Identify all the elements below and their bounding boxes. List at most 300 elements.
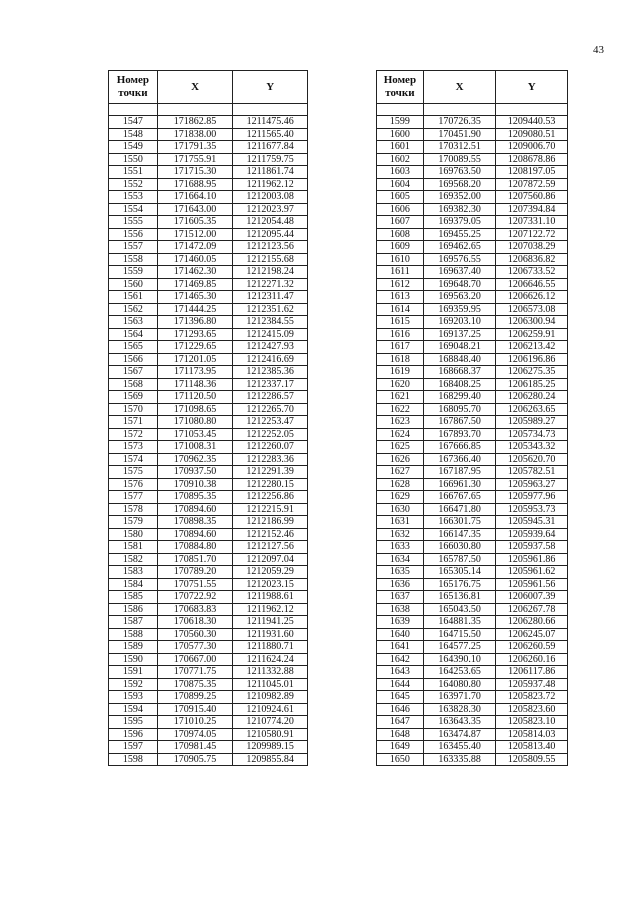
x-cell: 171201.05 <box>157 353 233 366</box>
y-cell: 1212097.04 <box>233 553 308 566</box>
x-cell: 168668.37 <box>423 366 496 379</box>
point-number-cell: 1612 <box>377 278 424 291</box>
table-row <box>377 466 568 479</box>
point-number-cell: 1644 <box>377 678 424 691</box>
x-cell: 163643.35 <box>423 716 496 729</box>
x-cell: 170722.92 <box>157 591 233 604</box>
table-header-row <box>109 71 308 104</box>
x-cell: 170895.35 <box>157 491 233 504</box>
table-row <box>377 403 568 416</box>
point-number-cell: 1613 <box>377 291 424 304</box>
point-number-cell: 1578 <box>109 503 158 516</box>
header-point-number: Номер точки <box>109 71 158 104</box>
x-cell: 171791.35 <box>157 141 233 154</box>
table-row <box>377 353 568 366</box>
x-cell: 170312.51 <box>423 141 496 154</box>
y-cell: 1206263.65 <box>496 403 568 416</box>
table-row <box>109 416 308 429</box>
y-cell: 1205620.70 <box>496 453 568 466</box>
table-row <box>109 278 308 291</box>
point-number-cell: 1561 <box>109 291 158 304</box>
x-cell: 168408.25 <box>423 378 496 391</box>
y-cell: 1206280.66 <box>496 616 568 629</box>
x-cell: 170937.50 <box>157 466 233 479</box>
x-cell: 166767.65 <box>423 491 496 504</box>
x-cell: 170884.80 <box>157 541 233 554</box>
y-cell: 1211861.74 <box>233 166 308 179</box>
y-cell: 1205782.51 <box>496 466 568 479</box>
point-number-cell: 1593 <box>109 691 158 704</box>
x-cell: 171396.80 <box>157 316 233 329</box>
point-number-cell: 1599 <box>377 116 424 129</box>
table-row <box>109 141 308 154</box>
table-row <box>109 316 308 329</box>
point-number-cell: 1643 <box>377 666 424 679</box>
x-cell: 169763.50 <box>423 166 496 179</box>
y-cell: 1205963.27 <box>496 478 568 491</box>
point-number-cell: 1636 <box>377 578 424 591</box>
header-y: Y <box>233 71 308 104</box>
table-spacer-row <box>377 104 568 116</box>
y-cell: 1210580.91 <box>233 728 308 741</box>
table-row <box>377 266 568 279</box>
table-row <box>377 241 568 254</box>
x-cell: 164080.80 <box>423 678 496 691</box>
y-cell: 1212155.68 <box>233 253 308 266</box>
table-row <box>109 203 308 216</box>
x-cell: 169048.21 <box>423 341 496 354</box>
header-point-number: Номер точки <box>377 71 424 104</box>
table-row <box>109 616 308 629</box>
table-row <box>377 391 568 404</box>
point-number-cell: 1551 <box>109 166 158 179</box>
y-cell: 1212023.97 <box>233 203 308 216</box>
x-cell: 165043.50 <box>423 603 496 616</box>
x-cell: 171512.00 <box>157 228 233 241</box>
point-number-cell: 1567 <box>109 366 158 379</box>
x-cell: 164577.25 <box>423 641 496 654</box>
y-cell: 1212337.17 <box>233 378 308 391</box>
x-cell: 169563.20 <box>423 291 496 304</box>
point-number-cell: 1550 <box>109 153 158 166</box>
table-row <box>377 678 568 691</box>
y-cell: 1206280.24 <box>496 391 568 404</box>
y-cell: 1212003.08 <box>233 191 308 204</box>
x-cell: 171148.36 <box>157 378 233 391</box>
y-cell: 1211962.12 <box>233 603 308 616</box>
x-cell: 166030.80 <box>423 541 496 554</box>
x-cell: 165787.50 <box>423 553 496 566</box>
x-cell: 169379.05 <box>423 216 496 229</box>
table-row <box>109 491 308 504</box>
y-cell: 1211475.46 <box>233 116 308 129</box>
table-row <box>109 216 308 229</box>
x-cell: 171605.35 <box>157 216 233 229</box>
table-row <box>377 478 568 491</box>
table-row <box>109 503 308 516</box>
x-cell: 170962.35 <box>157 453 233 466</box>
y-cell: 1206836.82 <box>496 253 568 266</box>
table-row <box>377 553 568 566</box>
table-row <box>377 491 568 504</box>
point-number-cell: 1640 <box>377 628 424 641</box>
point-number-cell: 1646 <box>377 703 424 716</box>
x-cell: 171472.09 <box>157 241 233 254</box>
table-row <box>377 153 568 166</box>
table-row <box>377 603 568 616</box>
y-cell: 1211880.71 <box>233 641 308 654</box>
point-number-cell: 1580 <box>109 528 158 541</box>
table-row <box>377 441 568 454</box>
y-cell: 1206245.07 <box>496 628 568 641</box>
x-cell: 169462.65 <box>423 241 496 254</box>
table-row <box>377 741 568 754</box>
table-row <box>377 291 568 304</box>
coordinates-table-right <box>376 70 568 766</box>
y-cell: 1205814.03 <box>496 728 568 741</box>
table-row <box>109 728 308 741</box>
table-row <box>109 691 308 704</box>
point-number-cell: 1609 <box>377 241 424 254</box>
point-number-cell: 1556 <box>109 228 158 241</box>
y-cell: 1212127.56 <box>233 541 308 554</box>
point-number-cell: 1557 <box>109 241 158 254</box>
table-row <box>377 591 568 604</box>
y-cell: 1211931.60 <box>233 628 308 641</box>
y-cell: 1212252.05 <box>233 428 308 441</box>
table-row <box>109 153 308 166</box>
y-cell: 1212416.69 <box>233 353 308 366</box>
y-cell: 1212283.36 <box>233 453 308 466</box>
table-row <box>109 116 308 129</box>
y-cell: 1207872.59 <box>496 178 568 191</box>
point-number-cell: 1601 <box>377 141 424 154</box>
x-cell: 170751.55 <box>157 578 233 591</box>
point-number-cell: 1579 <box>109 516 158 529</box>
table-row <box>109 391 308 404</box>
point-number-cell: 1577 <box>109 491 158 504</box>
table-row <box>377 178 568 191</box>
table-row <box>109 466 308 479</box>
point-number-cell: 1591 <box>109 666 158 679</box>
point-number-cell: 1624 <box>377 428 424 441</box>
y-cell: 1212291.39 <box>233 466 308 479</box>
point-number-cell: 1615 <box>377 316 424 329</box>
x-cell: 170910.38 <box>157 478 233 491</box>
table-row <box>109 641 308 654</box>
point-number-cell: 1626 <box>377 453 424 466</box>
point-number-cell: 1649 <box>377 741 424 754</box>
table-row <box>109 178 308 191</box>
x-cell: 163455.40 <box>423 741 496 754</box>
table-row <box>109 753 308 766</box>
y-cell: 1205961.62 <box>496 566 568 579</box>
y-cell: 1212265.70 <box>233 403 308 416</box>
y-cell: 1205989.27 <box>496 416 568 429</box>
y-cell: 1212253.47 <box>233 416 308 429</box>
y-cell: 1212385.36 <box>233 366 308 379</box>
point-number-cell: 1548 <box>109 128 158 141</box>
y-cell: 1206007.39 <box>496 591 568 604</box>
table-row <box>377 116 568 129</box>
table-row <box>109 266 308 279</box>
x-cell: 170667.00 <box>157 653 233 666</box>
point-number-cell: 1565 <box>109 341 158 354</box>
point-number-cell: 1602 <box>377 153 424 166</box>
y-cell: 1212280.15 <box>233 478 308 491</box>
table-row <box>377 166 568 179</box>
point-number-cell: 1600 <box>377 128 424 141</box>
point-number-cell: 1547 <box>109 116 158 129</box>
x-cell: 168095.70 <box>423 403 496 416</box>
x-cell: 167187.95 <box>423 466 496 479</box>
table-row <box>377 566 568 579</box>
y-cell: 1209440.53 <box>496 116 568 129</box>
point-number-cell: 1616 <box>377 328 424 341</box>
x-cell: 170905.75 <box>157 753 233 766</box>
x-cell: 169352.00 <box>423 191 496 204</box>
table-row <box>109 253 308 266</box>
x-cell: 170577.30 <box>157 641 233 654</box>
table-row <box>377 191 568 204</box>
y-cell: 1209989.15 <box>233 741 308 754</box>
x-cell: 171053.45 <box>157 428 233 441</box>
y-cell: 1205945.31 <box>496 516 568 529</box>
table-row <box>377 753 568 766</box>
table-row <box>377 653 568 666</box>
x-cell: 171173.95 <box>157 366 233 379</box>
table-row <box>377 416 568 429</box>
table-row <box>109 166 308 179</box>
point-number-cell: 1632 <box>377 528 424 541</box>
y-cell: 1211988.61 <box>233 591 308 604</box>
y-cell: 1212215.91 <box>233 503 308 516</box>
point-number-cell: 1560 <box>109 278 158 291</box>
table-row <box>377 691 568 704</box>
y-cell: 1209080.51 <box>496 128 568 141</box>
table-row <box>109 541 308 554</box>
y-cell: 1209006.70 <box>496 141 568 154</box>
point-number-cell: 1552 <box>109 178 158 191</box>
point-number-cell: 1594 <box>109 703 158 716</box>
table-row <box>377 728 568 741</box>
y-cell: 1206259.91 <box>496 328 568 341</box>
point-number-cell: 1638 <box>377 603 424 616</box>
x-cell: 170451.90 <box>423 128 496 141</box>
table-row <box>377 541 568 554</box>
x-cell: 171755.91 <box>157 153 233 166</box>
point-number-cell: 1617 <box>377 341 424 354</box>
y-cell: 1206185.25 <box>496 378 568 391</box>
point-number-cell: 1592 <box>109 678 158 691</box>
x-cell: 171229.65 <box>157 341 233 354</box>
table-row <box>377 203 568 216</box>
x-cell: 168299.40 <box>423 391 496 404</box>
point-number-cell: 1576 <box>109 478 158 491</box>
y-cell: 1209855.84 <box>233 753 308 766</box>
point-number-cell: 1627 <box>377 466 424 479</box>
point-number-cell: 1572 <box>109 428 158 441</box>
point-number-cell: 1553 <box>109 191 158 204</box>
point-number-cell: 1604 <box>377 178 424 191</box>
x-cell: 163335.88 <box>423 753 496 766</box>
point-number-cell: 1635 <box>377 566 424 579</box>
y-cell: 1210924.61 <box>233 703 308 716</box>
x-cell: 169648.70 <box>423 278 496 291</box>
point-number-cell: 1608 <box>377 228 424 241</box>
x-cell: 171643.00 <box>157 203 233 216</box>
x-cell: 164253.65 <box>423 666 496 679</box>
point-number-cell: 1573 <box>109 441 158 454</box>
point-number-cell: 1587 <box>109 616 158 629</box>
y-cell: 1211941.25 <box>233 616 308 629</box>
y-cell: 1206626.12 <box>496 291 568 304</box>
point-number-cell: 1571 <box>109 416 158 429</box>
x-cell: 169568.20 <box>423 178 496 191</box>
point-number-cell: 1562 <box>109 303 158 316</box>
point-number-cell: 1631 <box>377 516 424 529</box>
x-cell: 170899.25 <box>157 691 233 704</box>
y-cell: 1205961.56 <box>496 578 568 591</box>
table-row <box>377 528 568 541</box>
table-row <box>109 403 308 416</box>
table-row <box>377 316 568 329</box>
point-number-cell: 1563 <box>109 316 158 329</box>
point-number-cell: 1598 <box>109 753 158 766</box>
y-cell: 1212186.99 <box>233 516 308 529</box>
point-number-cell: 1583 <box>109 566 158 579</box>
table-row <box>377 641 568 654</box>
y-cell: 1205823.60 <box>496 703 568 716</box>
x-cell: 163474.87 <box>423 728 496 741</box>
x-cell: 166147.35 <box>423 528 496 541</box>
x-cell: 170894.60 <box>157 503 233 516</box>
table-row <box>377 666 568 679</box>
y-cell: 1207394.84 <box>496 203 568 216</box>
x-cell: 164881.35 <box>423 616 496 629</box>
y-cell: 1207122.72 <box>496 228 568 241</box>
y-cell: 1212286.57 <box>233 391 308 404</box>
point-number-cell: 1650 <box>377 753 424 766</box>
table-row <box>109 703 308 716</box>
x-cell: 169576.55 <box>423 253 496 266</box>
x-cell: 171120.50 <box>157 391 233 404</box>
y-cell: 1206275.35 <box>496 366 568 379</box>
x-cell: 171010.25 <box>157 716 233 729</box>
y-cell: 1207560.86 <box>496 191 568 204</box>
x-cell: 170915.40 <box>157 703 233 716</box>
x-cell: 164390.10 <box>423 653 496 666</box>
x-cell: 169382.30 <box>423 203 496 216</box>
point-number-cell: 1637 <box>377 591 424 604</box>
y-cell: 1206260.59 <box>496 641 568 654</box>
point-number-cell: 1606 <box>377 203 424 216</box>
y-cell: 1212123.56 <box>233 241 308 254</box>
x-cell: 169137.25 <box>423 328 496 341</box>
table-row <box>109 191 308 204</box>
x-cell: 170726.35 <box>423 116 496 129</box>
y-cell: 1205977.96 <box>496 491 568 504</box>
y-cell: 1212415.09 <box>233 328 308 341</box>
table-row <box>109 578 308 591</box>
x-cell: 169203.10 <box>423 316 496 329</box>
y-cell: 1212023.15 <box>233 578 308 591</box>
table-row <box>377 228 568 241</box>
point-number-cell: 1568 <box>109 378 158 391</box>
y-cell: 1206733.52 <box>496 266 568 279</box>
x-cell: 171293.65 <box>157 328 233 341</box>
table-row <box>377 303 568 316</box>
point-number-cell: 1558 <box>109 253 158 266</box>
x-cell: 171460.05 <box>157 253 233 266</box>
table-row <box>377 503 568 516</box>
x-cell: 171715.30 <box>157 166 233 179</box>
table-header-row <box>377 71 568 104</box>
y-cell: 1210982.89 <box>233 691 308 704</box>
point-number-cell: 1581 <box>109 541 158 554</box>
table-row <box>377 378 568 391</box>
point-number-cell: 1641 <box>377 641 424 654</box>
point-number-cell: 1645 <box>377 691 424 704</box>
x-cell: 166961.30 <box>423 478 496 491</box>
x-cell: 166301.75 <box>423 516 496 529</box>
y-cell: 1208678.86 <box>496 153 568 166</box>
x-cell: 170851.70 <box>157 553 233 566</box>
point-number-cell: 1566 <box>109 353 158 366</box>
y-cell: 1206300.94 <box>496 316 568 329</box>
y-cell: 1211045.01 <box>233 678 308 691</box>
point-number-cell: 1589 <box>109 641 158 654</box>
point-number-cell: 1574 <box>109 453 158 466</box>
y-cell: 1212427.93 <box>233 341 308 354</box>
table-row <box>109 591 308 604</box>
table-row <box>109 453 308 466</box>
point-number-cell: 1607 <box>377 216 424 229</box>
point-number-cell: 1623 <box>377 416 424 429</box>
y-cell: 1212384.55 <box>233 316 308 329</box>
y-cell: 1205961.86 <box>496 553 568 566</box>
table-row <box>109 553 308 566</box>
y-cell: 1212256.86 <box>233 491 308 504</box>
y-cell: 1212198.24 <box>233 266 308 279</box>
y-cell: 1205809.55 <box>496 753 568 766</box>
point-number-cell: 1588 <box>109 628 158 641</box>
point-number-cell: 1575 <box>109 466 158 479</box>
y-cell: 1212351.62 <box>233 303 308 316</box>
point-number-cell: 1584 <box>109 578 158 591</box>
point-number-cell: 1648 <box>377 728 424 741</box>
point-number-cell: 1622 <box>377 403 424 416</box>
table-row <box>109 716 308 729</box>
point-number-cell: 1628 <box>377 478 424 491</box>
coordinates-table-left <box>108 70 308 766</box>
x-cell: 171688.95 <box>157 178 233 191</box>
point-number-cell: 1620 <box>377 378 424 391</box>
table-row <box>377 253 568 266</box>
table-row <box>109 303 308 316</box>
table-row <box>109 341 308 354</box>
x-cell: 171462.30 <box>157 266 233 279</box>
y-cell: 1206260.16 <box>496 653 568 666</box>
table-row <box>109 328 308 341</box>
table-row <box>109 653 308 666</box>
y-cell: 1211759.75 <box>233 153 308 166</box>
y-cell: 1211624.24 <box>233 653 308 666</box>
table-row <box>377 578 568 591</box>
y-cell: 1212311.47 <box>233 291 308 304</box>
point-number-cell: 1549 <box>109 141 158 154</box>
y-cell: 1210774.20 <box>233 716 308 729</box>
